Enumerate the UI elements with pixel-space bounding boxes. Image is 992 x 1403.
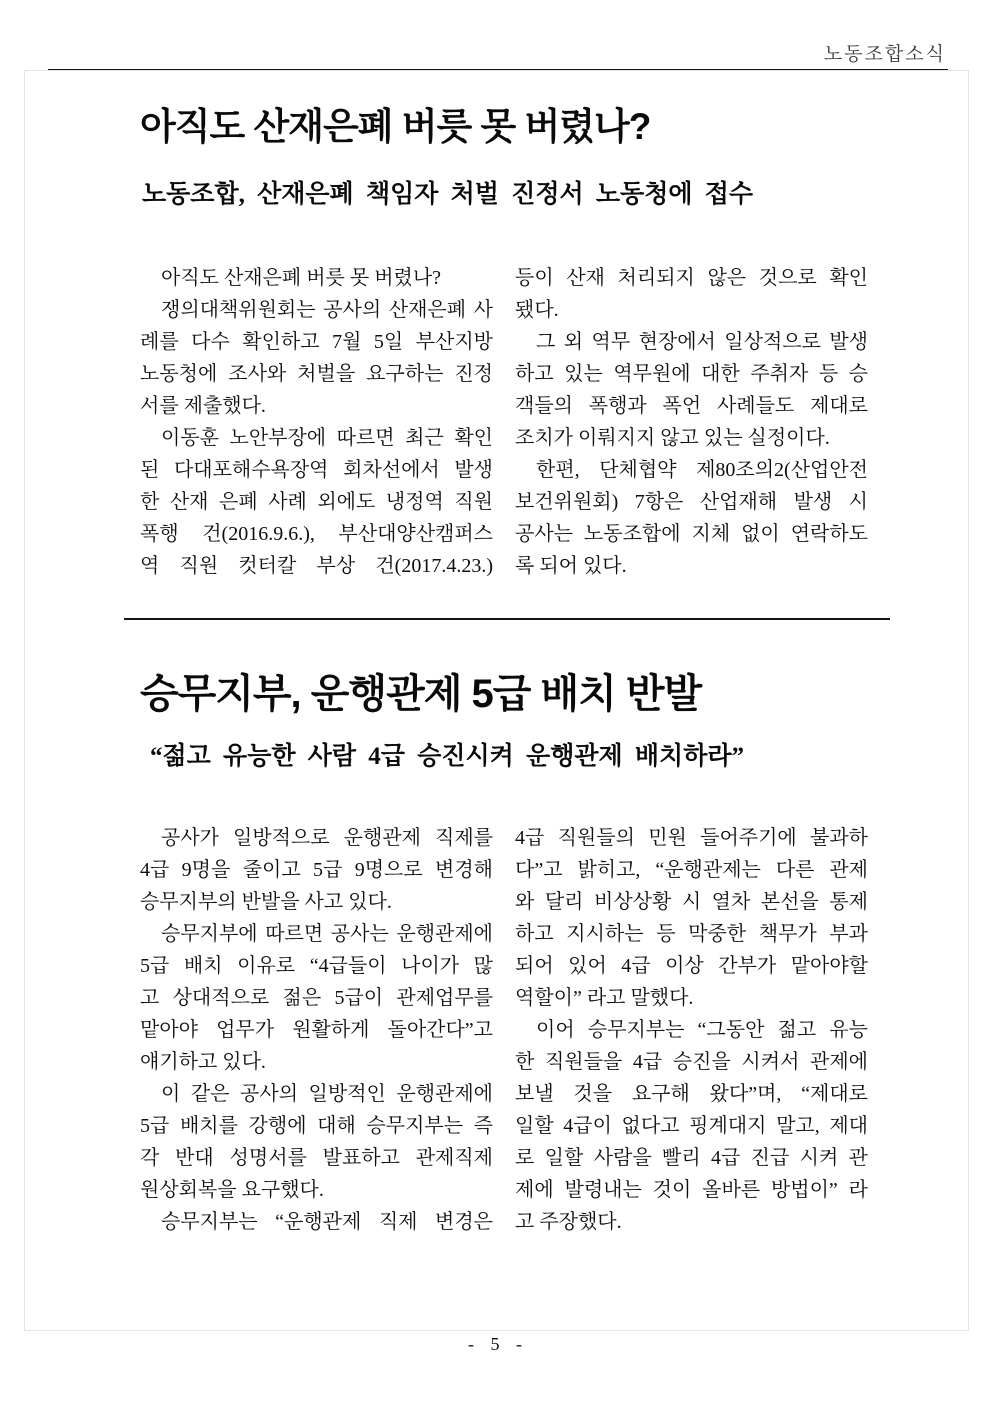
body-line: 례를 다수 확인하고 7월 5일 부산지방 bbox=[140, 331, 493, 353]
article2-subheadline: “젊고 유능한 사람 4급 승진시켜 운행관제 배치하라” bbox=[150, 743, 745, 770]
body-line: 폭행 건(2016.9.6.), 부산대양산캠퍼스 bbox=[140, 523, 493, 545]
body-line: 로 일할 사람을 빨리 4급 진급 시켜 관 bbox=[515, 1147, 868, 1169]
body-line: 이동훈 노안부장에 따르면 최근 확인 bbox=[161, 427, 493, 449]
body-line: 조치가 이뤄지지 않고 있는 실정이다. bbox=[515, 427, 830, 449]
body-line: 원상회복을 요구했다. bbox=[140, 1179, 324, 1201]
body-line: 4급 9명을 줄이고 5급 9명으로 변경해 bbox=[140, 859, 493, 881]
body-line: 되어 있어 4급 이상 간부가 맡아야할 bbox=[515, 955, 868, 977]
body-line: 이어 승무지부는 “그동안 젊고 유능 bbox=[536, 1019, 868, 1041]
body-line: 하고 있는 역무원에 대한 주취자 등 승 bbox=[515, 363, 868, 385]
body-line: 승무지부는 “운행관제 직제 변경은 bbox=[161, 1211, 493, 1233]
body-line: 공사가 일방적으로 운행관제 직제를 bbox=[161, 827, 493, 849]
body-line: 그 외 역무 현장에서 일상적으로 발생 bbox=[536, 331, 868, 353]
body-line: 록 되어 있다. bbox=[515, 555, 627, 577]
body-line: 한편, 단체협약 제80조의2(산업안전 bbox=[536, 459, 868, 481]
body-line: 맡아야 업무가 원활하게 돌아간다”고 bbox=[140, 1019, 493, 1041]
body-line: 고 상대적으로 젊은 5급이 관제업무를 bbox=[140, 987, 493, 1009]
body-line: 노동청에 조사와 처벌을 요구하는 진정 bbox=[140, 363, 493, 385]
article2-body bbox=[140, 822, 868, 1238]
body-line: 고 주장했다. bbox=[515, 1211, 622, 1233]
body-line: 한 산재 은폐 사례 외에도 냉정역 직원 bbox=[140, 491, 493, 513]
body-line: 5급 배치를 강행에 대해 승무지부는 즉 bbox=[140, 1115, 493, 1137]
body-line: 하고 지시하는 등 막중한 책무가 부과 bbox=[515, 923, 868, 945]
body-line: 역할이” 라고 말했다. bbox=[515, 987, 694, 1009]
body-line: 됐다. bbox=[515, 299, 559, 321]
article1-column-right bbox=[515, 262, 868, 582]
body-line: 이 같은 공사의 일방적인 운행관제에 bbox=[161, 1083, 493, 1105]
body-line: 5급 배치 이유로 “4급들이 나이가 많 bbox=[140, 955, 493, 977]
article2-column-left bbox=[140, 822, 493, 1238]
body-line: 등이 산재 처리되지 않은 것으로 확인 bbox=[515, 267, 868, 289]
article1-headline: 아직도 산재은폐 버릇 못 버렸나? bbox=[140, 106, 651, 147]
body-line: 된 다대포해수욕장역 회차선에서 발생 bbox=[140, 459, 493, 481]
body-line: 객들의 폭행과 폭언 사례들도 제대로 bbox=[515, 395, 868, 417]
body-line: 승무지부의 반발을 사고 있다. bbox=[140, 891, 392, 913]
body-line: 제에 발령내는 것이 올바른 방법이” 라 bbox=[515, 1179, 868, 1201]
body-line: 공사는 노동조합에 지체 없이 연락하도 bbox=[515, 523, 868, 545]
body-line: 한 직원들을 4급 승진을 시켜서 관제에 bbox=[515, 1051, 868, 1073]
article2-headline: 승무지부, 운행관제 5급 배치 반발 bbox=[140, 672, 702, 716]
body-line: 일할 4급이 없다고 핑계대지 말고, 제대 bbox=[515, 1115, 868, 1137]
article2-column-right bbox=[515, 822, 868, 1238]
body-line: 아직도 산재은폐 버릇 못 버렸나? bbox=[161, 267, 442, 289]
body-line: 승무지부에 따르면 공사는 운행관제에 bbox=[161, 923, 493, 945]
article1-subheadline: 노동조합, 산재은폐 책임자 처벌 진정서 노동청에 접수 bbox=[142, 181, 754, 208]
body-line: 각 반대 성명서를 발표하고 관제직제 bbox=[140, 1147, 493, 1169]
body-line: 서를 제출했다. bbox=[140, 395, 266, 417]
page-header-label: 노동조합소식 bbox=[823, 44, 946, 65]
body-line: 쟁의대책위원회는 공사의 산재은폐 사 bbox=[161, 299, 493, 321]
body-line: 4급 직원들의 민원 들어주기에 불과하 bbox=[515, 827, 868, 849]
body-line: 보낼 것을 요구해 왔다”며, “제대로 bbox=[515, 1083, 868, 1105]
body-line: 역 직원 컷터칼 부상 건(2017.4.23.) bbox=[140, 555, 493, 577]
article1-body bbox=[140, 262, 868, 582]
body-line: 다”고 밝히고, “운행관제는 다른 관제 bbox=[515, 859, 868, 881]
article-divider-rule bbox=[124, 618, 890, 620]
article1-column-left bbox=[140, 262, 493, 582]
page-number: - 5 - bbox=[468, 1334, 524, 1354]
body-line: 와 달리 비상상황 시 열차 본선을 통제 bbox=[515, 891, 868, 913]
body-line: 얘기하고 있다. bbox=[140, 1051, 266, 1073]
body-line: 보건위원회) 7항은 산업재해 발생 시 bbox=[515, 491, 868, 513]
